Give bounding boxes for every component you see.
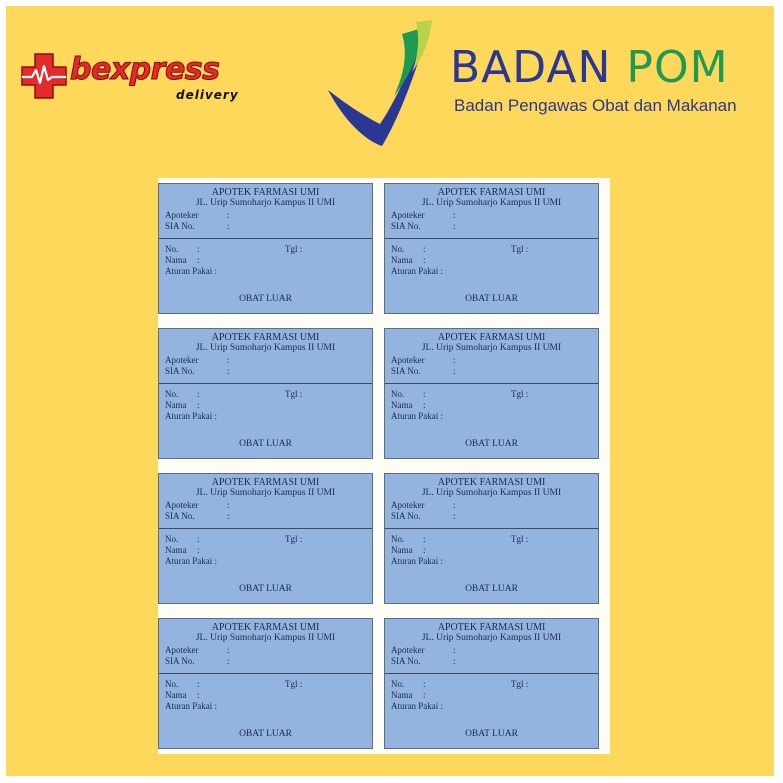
- pharmacy-label: [158, 473, 373, 604]
- pharmacist-row: [165, 355, 230, 365]
- no-row: [165, 389, 200, 399]
- label-sheet: [158, 178, 610, 754]
- label-header: [159, 474, 372, 529]
- no-label: No.: [391, 389, 405, 399]
- nama-sep: :: [197, 545, 200, 555]
- no-label: No.: [165, 679, 179, 689]
- usage-type: OBAT LUAR: [239, 439, 292, 449]
- sia-row: [165, 221, 230, 231]
- sia-label: SIA No.: [165, 366, 195, 376]
- pharmacy-label: [384, 328, 599, 459]
- nama-label: Nama: [165, 690, 187, 700]
- agency-title-part1: BADAN: [450, 42, 612, 93]
- pharmacist-label: Apoteker: [391, 210, 425, 220]
- nama-label: Nama: [165, 400, 187, 410]
- brand-name: bexpress: [70, 52, 220, 87]
- no-row: [165, 679, 200, 689]
- no-label: No.: [391, 534, 405, 544]
- agency-title: [450, 42, 729, 93]
- nama-row: [391, 400, 426, 410]
- pharmacy-name: APOTEK FARMASI UMI: [211, 622, 320, 633]
- nama-row: [391, 255, 426, 265]
- pharmacist-label: Apoteker: [165, 645, 199, 655]
- product-image: [6, 6, 774, 776]
- usage-type: OBAT LUAR: [465, 584, 518, 594]
- nama-label: Nama: [391, 690, 413, 700]
- nama-sep: :: [423, 545, 426, 555]
- pharmacist-sep: :: [227, 500, 230, 510]
- pharmacist-row: [165, 210, 230, 220]
- usage-type: OBAT LUAR: [465, 439, 518, 449]
- pharmacist-label: Apoteker: [165, 500, 199, 510]
- pharmacist-label: Apoteker: [165, 355, 199, 365]
- pharmacy-label: [158, 618, 373, 749]
- label-body: [385, 384, 598, 458]
- no-label: No.: [165, 389, 179, 399]
- nama-label: Nama: [391, 545, 413, 555]
- label-body: [385, 529, 598, 603]
- no-row: [165, 534, 200, 544]
- label-header: [385, 329, 598, 384]
- sia-sep: :: [227, 221, 230, 231]
- nama-sep: :: [423, 400, 426, 410]
- pharmacist-label: Apoteker: [391, 500, 425, 510]
- no-row: [391, 389, 426, 399]
- pharmacy-name: APOTEK FARMASI UMI: [437, 622, 546, 633]
- no-row: [391, 534, 426, 544]
- no-label: No.: [165, 244, 179, 254]
- sia-sep: :: [227, 366, 230, 376]
- date-label: Tgl :: [285, 679, 303, 689]
- label-header: [385, 619, 598, 674]
- sia-sep: :: [453, 511, 456, 521]
- no-row: [391, 679, 426, 689]
- pharmacy-address: JL. Urip Sumoharjo Kampus II UMI: [195, 198, 336, 208]
- aturan-pakai-label: Aturan Pakai :: [391, 266, 443, 276]
- no-row: [391, 244, 426, 254]
- sia-label: SIA No.: [165, 221, 195, 231]
- nama-label: Nama: [391, 400, 413, 410]
- nama-sep: :: [423, 255, 426, 265]
- label-header: [159, 184, 372, 239]
- pharmacist-sep: :: [227, 355, 230, 365]
- pharmacy-address: JL. Urip Sumoharjo Kampus II UMI: [195, 633, 336, 643]
- usage-type: OBAT LUAR: [239, 729, 292, 739]
- pharmacist-sep: :: [453, 500, 456, 510]
- aturan-pakai-label: Aturan Pakai :: [391, 556, 443, 566]
- date-label: Tgl :: [511, 679, 529, 689]
- usage-type: OBAT LUAR: [239, 584, 292, 594]
- date-label: Tgl :: [285, 534, 303, 544]
- pharmacist-sep: :: [453, 645, 456, 655]
- label-body: [159, 239, 372, 313]
- pharmacy-address: JL. Urip Sumoharjo Kampus II UMI: [421, 488, 562, 498]
- sia-sep: :: [227, 511, 230, 521]
- sia-label: SIA No.: [165, 656, 195, 666]
- pharmacy-address: JL. Urip Sumoharjo Kampus II UMI: [421, 343, 562, 353]
- nama-sep: :: [197, 255, 200, 265]
- no-label: No.: [165, 534, 179, 544]
- nama-sep: :: [423, 690, 426, 700]
- pharmacist-sep: :: [453, 210, 456, 220]
- brand-tagline: delivery: [176, 88, 239, 102]
- pharmacist-label: Apoteker: [391, 645, 425, 655]
- pharmacist-row: [165, 500, 230, 510]
- aturan-pakai-label: Aturan Pakai :: [391, 411, 443, 421]
- nama-row: [391, 690, 426, 700]
- pharmacy-label: [384, 183, 599, 314]
- pharmacist-row: [165, 645, 230, 655]
- nama-row: [165, 255, 200, 265]
- pharmacy-address: JL. Urip Sumoharjo Kampus II UMI: [421, 198, 562, 208]
- nama-row: [165, 400, 200, 410]
- nama-label: Nama: [165, 545, 187, 555]
- nama-label: Nama: [391, 255, 413, 265]
- pharmacy-name: APOTEK FARMASI UMI: [437, 477, 546, 488]
- no-row: [165, 244, 200, 254]
- pharmacy-address: JL. Urip Sumoharjo Kampus II UMI: [195, 488, 336, 498]
- pharmacy-label: [158, 328, 373, 459]
- sia-label: SIA No.: [165, 511, 195, 521]
- no-label: No.: [391, 244, 405, 254]
- pharmacist-row: [391, 355, 456, 365]
- no-sep: :: [423, 679, 426, 689]
- usage-type: OBAT LUAR: [239, 294, 292, 304]
- sia-row: [391, 221, 456, 231]
- label-header: [159, 619, 372, 674]
- agency-title-part2: POM: [626, 42, 729, 93]
- pharmacist-sep: :: [227, 645, 230, 655]
- sia-sep: :: [227, 656, 230, 666]
- pharmacy-label: [384, 618, 599, 749]
- sia-row: [165, 656, 230, 666]
- no-label: No.: [391, 679, 405, 689]
- date-label: Tgl :: [285, 244, 303, 254]
- agency-subtitle: Badan Pengawas Obat dan Makanan: [454, 96, 737, 115]
- no-sep: :: [197, 679, 200, 689]
- pharmacy-name: APOTEK FARMASI UMI: [437, 332, 546, 343]
- sia-label: SIA No.: [391, 221, 421, 231]
- nama-sep: :: [197, 400, 200, 410]
- pharmacy-name: APOTEK FARMASI UMI: [437, 187, 546, 198]
- pharmacist-label: Apoteker: [165, 210, 199, 220]
- label-header: [385, 474, 598, 529]
- no-sep: :: [197, 244, 200, 254]
- nama-sep: :: [197, 690, 200, 700]
- no-sep: :: [197, 389, 200, 399]
- aturan-pakai-label: Aturan Pakai :: [165, 701, 217, 711]
- sia-label: SIA No.: [391, 366, 421, 376]
- pharmacy-name: APOTEK FARMASI UMI: [211, 332, 320, 343]
- usage-type: OBAT LUAR: [465, 729, 518, 739]
- pharmacist-sep: :: [227, 210, 230, 220]
- sia-sep: :: [453, 656, 456, 666]
- sia-row: [391, 366, 456, 376]
- pharmacist-row: [391, 645, 456, 655]
- aturan-pakai-label: Aturan Pakai :: [165, 556, 217, 566]
- sia-row: [391, 511, 456, 521]
- pharmacy-name: APOTEK FARMASI UMI: [211, 187, 320, 198]
- pharmacist-row: [391, 500, 456, 510]
- aturan-pakai-label: Aturan Pakai :: [165, 411, 217, 421]
- pharmacist-label: Apoteker: [391, 355, 425, 365]
- date-label: Tgl :: [511, 389, 529, 399]
- pharmacist-sep: :: [453, 355, 456, 365]
- sia-label: SIA No.: [391, 656, 421, 666]
- aturan-pakai-label: Aturan Pakai :: [165, 266, 217, 276]
- pharmacist-row: [391, 210, 456, 220]
- medical-cross-icon: [18, 50, 70, 102]
- no-sep: :: [423, 534, 426, 544]
- nama-row: [391, 545, 426, 555]
- date-label: Tgl :: [511, 244, 529, 254]
- nama-row: [165, 690, 200, 700]
- sia-label: SIA No.: [391, 511, 421, 521]
- usage-type: OBAT LUAR: [465, 294, 518, 304]
- no-sep: :: [423, 389, 426, 399]
- sia-row: [165, 366, 230, 376]
- pharmacy-address: JL. Urip Sumoharjo Kampus II UMI: [421, 633, 562, 643]
- pharmacy-address: JL. Urip Sumoharjo Kampus II UMI: [195, 343, 336, 353]
- nama-label: Nama: [165, 255, 187, 265]
- nama-row: [165, 545, 200, 555]
- aturan-pakai-label: Aturan Pakai :: [391, 701, 443, 711]
- label-header: [159, 329, 372, 384]
- label-body: [159, 674, 372, 748]
- no-sep: :: [423, 244, 426, 254]
- date-label: Tgl :: [511, 534, 529, 544]
- date-label: Tgl :: [285, 389, 303, 399]
- label-body: [385, 239, 598, 313]
- no-sep: :: [197, 534, 200, 544]
- pharmacy-name: APOTEK FARMASI UMI: [211, 477, 320, 488]
- bpom-emblem-icon: [324, 20, 436, 150]
- bexpress-logo: [18, 50, 248, 110]
- label-body: [159, 384, 372, 458]
- sia-row: [165, 511, 230, 521]
- sia-sep: :: [453, 221, 456, 231]
- label-body: [159, 529, 372, 603]
- sia-row: [391, 656, 456, 666]
- pharmacy-label: [158, 183, 373, 314]
- label-body: [385, 674, 598, 748]
- label-header: [385, 184, 598, 239]
- pharmacy-label: [384, 473, 599, 604]
- sia-sep: :: [453, 366, 456, 376]
